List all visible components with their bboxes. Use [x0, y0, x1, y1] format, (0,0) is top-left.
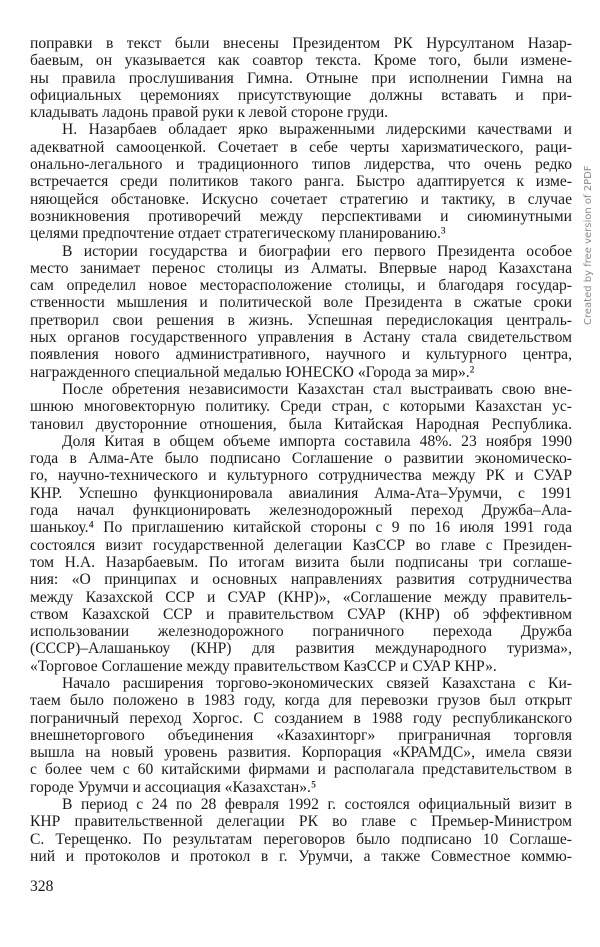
text-line: КНР. Успешно функционировала авиалиния Алма-Ата–Урумчи, с 1991 — [30, 484, 572, 502]
text-line: го, научно-технического и культурного сотрудничества между РК и СУАР — [30, 467, 572, 485]
text-line: няющейся обстановке. Искусно сочетает стратегию и тактику, в случае — [30, 190, 572, 208]
text-line: вышла на новый уровень развития. Корпорация «КРАМДС», имела связи — [30, 744, 572, 762]
text-line: пограничный переход Хоргос. С созданием в 1988 году республиканского — [30, 709, 572, 727]
text-line: С. Терещенко. По результатам переговоров было подписано 10 Соглаше- — [30, 830, 572, 848]
text-line: таем было положено в 1983 году, когда для перевозки грузов был открыт — [30, 692, 572, 710]
text-line: том Н.А. Назарбаевым. По итогам визита были подписаны три соглаше- — [30, 553, 572, 571]
text-line: В период с 24 по 28 февраля 1992 г. состоялся официальный визит в — [62, 796, 572, 814]
text-line: шанькоу.⁴ По приглашению китайской стороны с 9 по 16 июля 1991 года — [30, 519, 572, 537]
text-line: с более чем с 60 китайскими фирмами и располагала представительством в — [30, 761, 572, 779]
text-line: онально-легального и традиционного типов лидерства, что очень редко — [30, 156, 572, 174]
text-line: городе Урумчи и ассоциация «Казахстан».⁵ — [30, 778, 317, 796]
text-line: баевым, он указывается как соавтор текста. Кроме того, были измене- — [30, 52, 572, 70]
text-line: внешнеторгового объединения «Казахинторг» приграничная торговля — [30, 726, 572, 744]
text-line: официальных церемониях присутствующие должны вставать и при- — [30, 86, 572, 104]
text-line: Доля Китая в общем объеме импорта составила 48%. 23 ноября 1990 — [62, 432, 572, 450]
body-text — [30, 35, 572, 865]
text-line: КНР правительственной делегации РК во главе с Премьер-Министром — [30, 813, 572, 831]
text-line: года в Алма-Ате было подписано Соглашение о развитии экономическо- — [30, 450, 572, 468]
text-line: ний и протоколов и протокол в г. Урумчи, а также Совместное коммю- — [30, 847, 572, 865]
text-line: года начал функционировать железнодорожный переход Дружба–Ала- — [30, 502, 572, 520]
text-line: ны правила прослушивания Гимна. Отныне при исполнении Гимна на — [30, 69, 572, 87]
text-line: претворил свои решения в жизнь. Успешная передислокация централь- — [30, 311, 572, 329]
text-line: встречается среди политиков такого ранга. Быстро адаптируется к изме- — [30, 173, 572, 191]
text-line: тановил двусторонние отношения, была Китайская Народная Республика. — [30, 415, 572, 433]
text-line: «Торговое Соглашение между правительством КазССР и СУАР КНР». — [30, 657, 497, 675]
text-line: появления нового административного, научного и культурного центра, — [30, 346, 572, 364]
text-line: ных органов государственного управления в Астану стала свидетельством — [30, 329, 572, 347]
text-line: (СССР)–Алашанькоу (КНР) для развития международного туризма», — [30, 640, 572, 658]
text-line: В истории государства и биографии его первого Президента особое — [62, 242, 572, 260]
text-line: поправки в текст были внесены Президентом РК Нурсултаном Назар- — [30, 35, 572, 52]
text-line: ственности мышления и политической воле Президента в сжатые сроки — [30, 294, 572, 312]
text-line: ством Казахской ССР и правительством СУАР (КНР) об эффективном — [30, 605, 572, 623]
text-line: целями предпочтение отдает стратегическому планированию.³ — [30, 225, 446, 243]
text-line: Н. Назарбаев обладает ярко выраженными лидерскими качествами и — [62, 121, 572, 139]
text-line: место занимает перенос столицы из Алматы. Впервые народ Казахстана — [30, 259, 572, 277]
page-number: 328 — [30, 878, 54, 895]
text-line: сам определил новое месторасположение столицы, и благодаря государ- — [30, 277, 572, 295]
text-line: кладывать ладонь правой руки к левой стороне груди. — [30, 104, 389, 122]
text-line: награжденного специальной медалью ЮНЕСКО «Города за мир».² — [30, 363, 475, 381]
watermark: Created by free version of 2PDF — [583, 165, 594, 325]
text-line: шнюю многовекторную политику. Среди стран, с которыми Казахстан ус- — [30, 398, 572, 416]
text-line: между Казахской ССР и СУАР (КНР)», «Соглашение между правитель- — [30, 588, 572, 606]
text-line: После обретения независимости Казахстан стал выстраивать свою вне- — [62, 380, 572, 398]
text-line: Начало расширения торгово-экономических связей Казахстана с Ки- — [62, 674, 572, 692]
text-line: ния: «О принципах и основных направлениях развития сотрудничества — [30, 571, 572, 589]
text-line: возникновения противоречий между перспективами и сиюминутными — [30, 207, 572, 225]
text-line: адекватной самооценкой. Сочетает в себе черты харизматического, раци- — [30, 138, 572, 156]
text-line: состоялся визит государственной делегации КазССР во главе с Президен- — [30, 536, 572, 554]
text-line: использовании железнодорожного пограничного перехода Дружба — [30, 623, 572, 641]
